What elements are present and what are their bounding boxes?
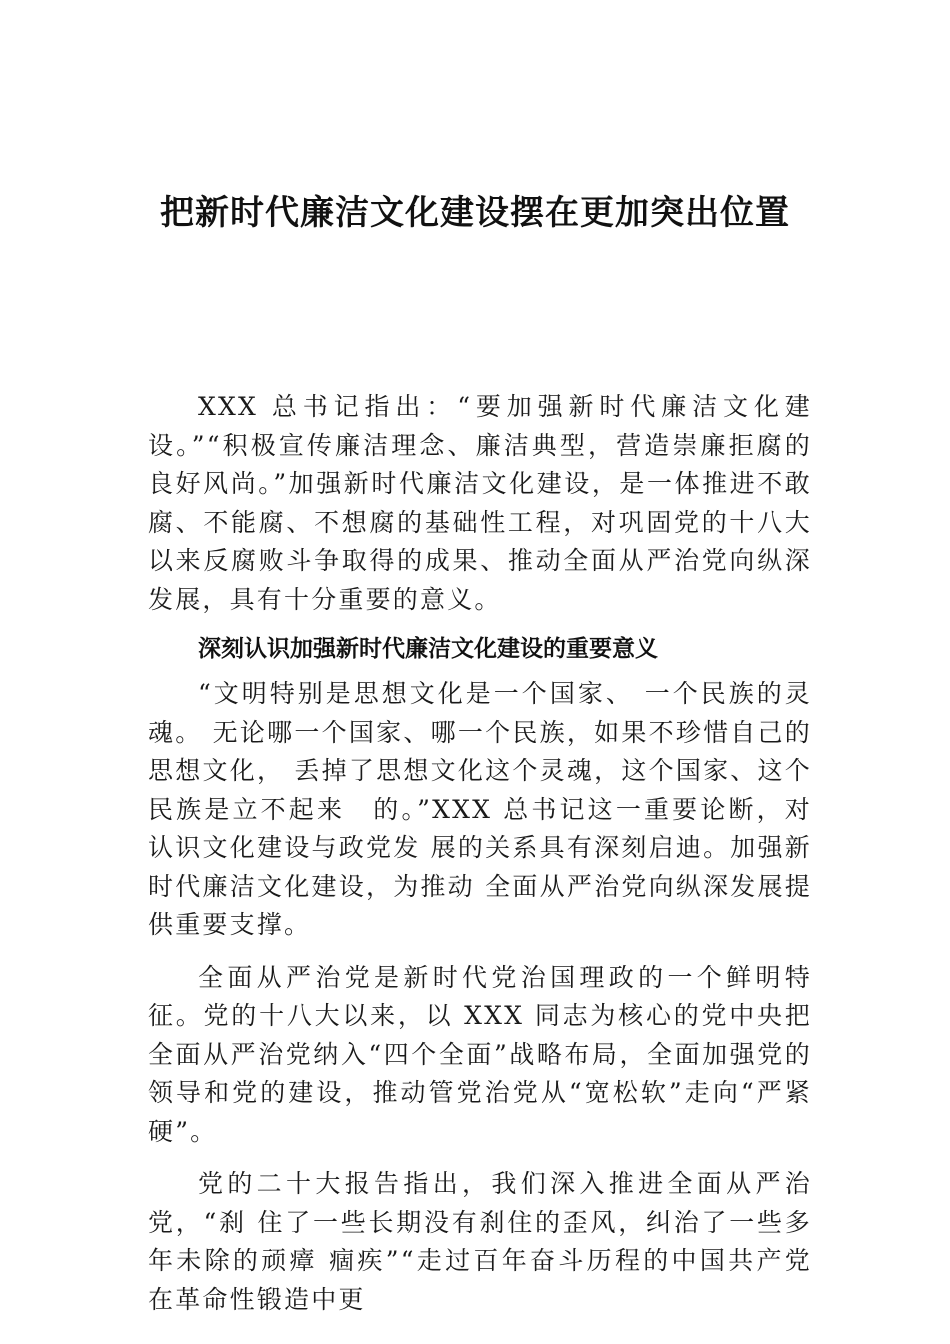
section-paragraph-2: 全面从严治党是新时代党治国理政的一个鲜明特征。党的十八大以来，以 XXX 同志为核心的党中央把全面从严治党纳入“四个全面”战略布局，全面加强党的领导和党的建设，推动管党治党从“宽松软”走向“严紧硬”。 bbox=[148, 962, 812, 1146]
document-body bbox=[148, 388, 812, 1319]
document-title: 把新时代廉洁文化建设摆在更加突出位置 bbox=[160, 193, 790, 233]
section-paragraph-1: “文明特别是思想文化是一个国家、 一个民族的灵魂。 无论哪一个国家、哪一个民族，如果不珍惜自己的思想文化， 丢掉了思想文化这个灵魂，这个国家、这个民族是立不起来 的。”XXX 总书记这一重要论断，对认识文化建设与政党发 展的关系具有深刻启迪。加强新时代廉洁文化建设，为推动 全面从严治党向纵深发展提供重要支撑。 bbox=[148, 679, 812, 939]
section-paragraph-3: 党的二十大报告指出，我们深入推进全面从严治党，“刹 住了一些长期没有刹住的歪风，纠治了一些多年未除的顽瘴 痼疾”“走过百年奋斗历程的中国共产党在革命性锻造中更 bbox=[148, 1169, 812, 1314]
intro-paragraph: XXX 总书记指出：“要加强新时代廉洁文化建设。”“积极宣传廉洁理念、廉洁典型，营造崇廉拒腐的良好风尚。”加强新时代廉洁文化建设，是一体推进不敢腐、不能腐、不想腐的基础性工程，对巩固党的十八大以来反腐败斗争取得的成果、推动全面从严治党向纵深发展，具有十分重要的意义。 bbox=[148, 392, 812, 614]
section-heading: 深刻认识加强新时代廉洁文化建设的重要意义 bbox=[198, 636, 658, 662]
